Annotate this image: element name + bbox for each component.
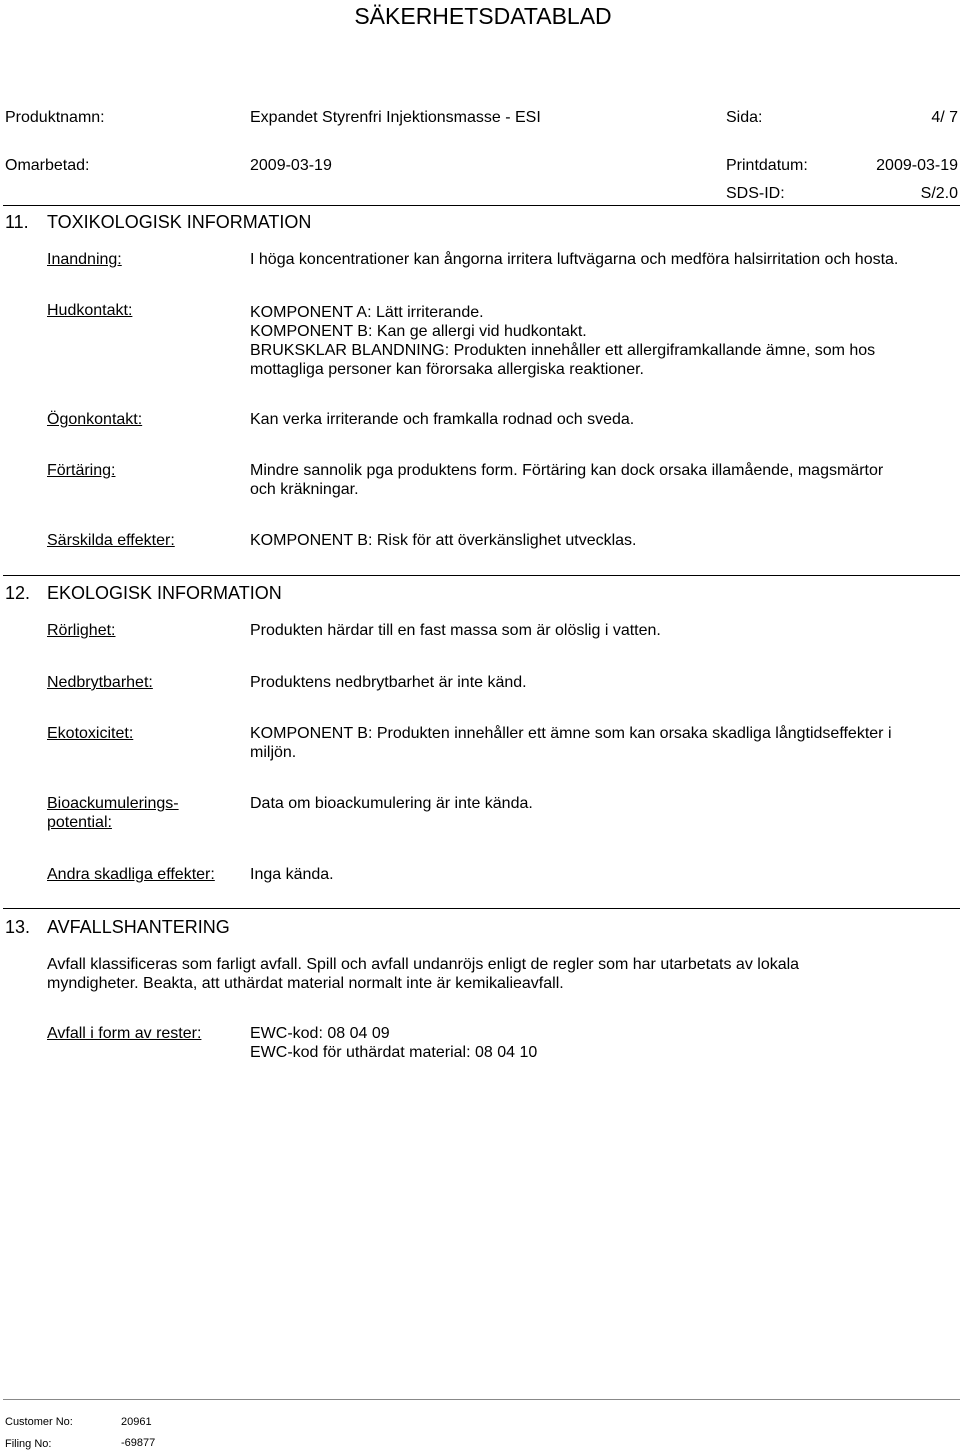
item-text <box>250 410 634 429</box>
item-label: Ekotoxicitet: <box>47 725 134 742</box>
item-label: Särskilda effekter: <box>47 532 175 549</box>
sds-id-value: S/2.0 <box>920 185 958 202</box>
text-line: miljön. <box>250 744 297 761</box>
section-12-title: EKOLOGISK INFORMATION <box>47 583 282 603</box>
section-11-title: TOXIKOLOGISK INFORMATION <box>47 212 312 232</box>
text-line: Avfall klassificeras som farligt avfall. Spill och avfall undanröjs enligt de regler som har utarbetats av lokala <box>47 956 800 973</box>
section-12-number: 12. <box>5 583 31 603</box>
residue-label: Avfall i form av rester: <box>47 1025 202 1042</box>
print-date-label: Printdatum: <box>726 157 808 174</box>
item-label: Nedbrytbarhet: <box>47 674 153 691</box>
text-line: Mindre sannolik pga produktens form. Förtäring kan dock orsaka illamående, magsmärtor <box>250 462 884 479</box>
sds-id-label: SDS-ID: <box>726 185 785 202</box>
section-11-number: 11. <box>5 212 29 232</box>
footer-divider <box>3 1399 960 1400</box>
section-divider <box>3 205 960 206</box>
item-text <box>250 794 533 813</box>
text-line: mottagliga personer kan förorsaka allergiska reaktioner. <box>250 361 644 378</box>
residue-codes <box>250 1024 537 1062</box>
text-line: KOMPONENT A: Lätt irriterande. <box>250 304 484 321</box>
ewc-code: EWC-kod: 08 04 09 <box>250 1025 390 1042</box>
page-number: 4/ 7 <box>931 109 958 126</box>
customer-no-label: Customer No: <box>5 1416 73 1428</box>
item-label: Inandning: <box>47 251 122 268</box>
item-label: Förtäring: <box>47 462 116 479</box>
disposal-text <box>47 955 799 993</box>
text-line: KOMPONENT B: Risk för att överkänslighet utvecklas. <box>250 532 637 549</box>
item-label: Rörlighet: <box>47 622 116 639</box>
customer-no-value: 20961 <box>121 1416 152 1428</box>
item-text <box>250 531 637 550</box>
revised-date: 2009-03-19 <box>250 157 332 174</box>
revised-label: Omarbetad: <box>5 157 90 174</box>
item-text <box>250 303 875 379</box>
text-line: Data om bioackumulering är inte kända. <box>250 795 533 812</box>
text-line: Inga kända. <box>250 866 334 883</box>
item-text <box>250 621 661 640</box>
item-label: Hudkontakt: <box>47 302 133 319</box>
item-label: Andra skadliga effekter: <box>47 866 215 883</box>
item-text <box>250 461 883 499</box>
text-line: BRUKSKLAR BLANDNING: Produkten innehåller ett allergiframkallande ämne, som hos <box>250 342 876 359</box>
product-label: Produktnamn: <box>5 109 105 126</box>
text-line: och kräkningar. <box>250 481 359 498</box>
filing-no-value: -69877 <box>121 1437 156 1449</box>
text-line: Produkten härdar till en fast massa som är olöslig i vatten. <box>250 622 661 639</box>
text-line: KOMPONENT B: Kan ge allergi vid hudkontakt. <box>250 323 587 340</box>
ewc-code: EWC-kod för uthärdat material: 08 04 10 <box>250 1044 538 1061</box>
item-label: Ögonkontakt: <box>47 411 143 428</box>
print-date: 2009-03-19 <box>876 157 958 174</box>
text-line: I höga koncentrationer kan ångorna irritera luftvägarna och medföra halsirritation och hosta. <box>250 251 899 268</box>
text-line: myndigheter. Beakta, att uthärdat material normalt inte är kemikalieavfall. <box>47 975 564 992</box>
section-divider <box>3 908 960 909</box>
item-text <box>250 724 892 762</box>
section-divider <box>3 575 960 576</box>
text-line: Produktens nedbrytbarhet är inte känd. <box>250 674 527 691</box>
label-line: Bioackumulerings- <box>47 795 179 812</box>
item-text <box>250 865 334 884</box>
label-line: potential: <box>47 814 112 831</box>
product-name: Expandet Styrenfri Injektionsmasse - ESI <box>250 109 541 126</box>
item-text <box>250 250 898 269</box>
text-line: Kan verka irriterande och framkalla rodnad och sveda. <box>250 411 635 428</box>
section-13-number: 13. <box>5 917 31 937</box>
page-label: Sida: <box>726 109 763 126</box>
section-13-title: AVFALLSHANTERING <box>47 917 230 937</box>
item-label <box>47 794 179 832</box>
item-text <box>250 673 527 692</box>
document-title: SÄKERHETSDATABLAD <box>354 3 612 29</box>
filing-no-label: Filing No: <box>5 1438 52 1450</box>
text-line: KOMPONENT B: Produkten innehåller ett ämne som kan orsaka skadliga långtidseffekter i <box>250 725 892 742</box>
